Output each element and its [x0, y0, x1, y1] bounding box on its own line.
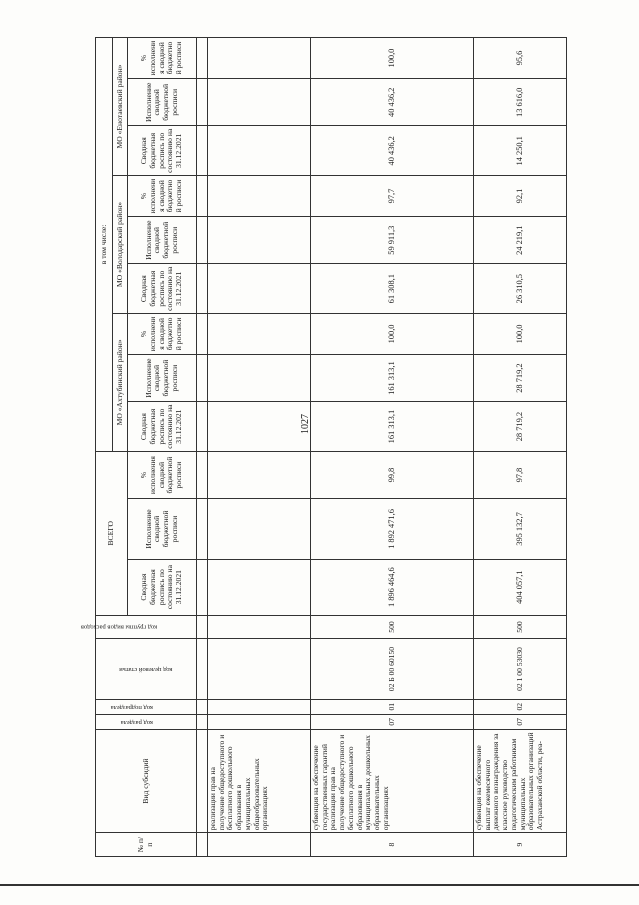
row-type: реализации прав на получение общедоступного и бесплатного дошкольного образования в муниципальных общеобразовательных организациях: [208, 729, 311, 832]
cell: [208, 79, 311, 126]
row-section: 07: [311, 714, 474, 729]
col-subsection-header: код подраздела: [96, 699, 197, 714]
sub-header-percent: % исполнения сводной бюджетной росписи: [128, 313, 197, 354]
sub-header-plan: Сводная бюджетная роспись по состоянию на 31.12.2021: [128, 402, 197, 452]
header-row-4: [197, 38, 208, 857]
col-group-header: код группы видов расходов: [96, 615, 197, 639]
volodarsky-plan: 26 310,5: [474, 264, 567, 314]
subsidy-table: [80, 37, 567, 857]
row-num: [208, 833, 311, 857]
sub-header-exec: Исполнение сводной бюджетной росписи: [128, 79, 197, 126]
vsego-percent: 99,8: [311, 451, 474, 498]
akhtubinsky-plan: 28 719,2: [474, 402, 567, 452]
sub-header-plan: Сводная бюджетная роспись по состоянию на 31.12.2021: [128, 559, 197, 615]
cell: [208, 176, 311, 217]
volodarsky-percent: 97,7: [311, 176, 474, 217]
row-type: субвенция на обеспечение государственных гарантий реализации прав на получение общедоступного и бесплатного дошкольного образования в муниципальных дошкольных образовательных организациях: [311, 729, 474, 832]
sub-header-percent: % исполнения сводной бюджетной росписи: [128, 38, 197, 79]
vsego-exec: 1 892 471,6: [311, 499, 474, 559]
akhtubinsky-percent: 100,0: [474, 313, 567, 354]
col-target-header: код целевой статьи: [96, 639, 197, 699]
akhtubinsky-exec: 161 313,1: [311, 354, 474, 401]
page-number: 1027: [300, 414, 311, 434]
akhtubinsky-plan: 161 313,1: [311, 402, 474, 452]
mo-enotaevsky-header: МО «Енотаевский район»: [113, 38, 128, 176]
row-group: 500: [474, 615, 567, 639]
row-type: субвенция на обеспечение выплат ежемесячного денежного вознаграждения за классное руководство педагогическим работникам муниципальных образовательных организаций Астраханской области, реа-: [474, 729, 567, 832]
vsego-exec: 395 132,7: [474, 499, 567, 559]
table-row: [311, 38, 474, 857]
header-row-1: [96, 38, 113, 857]
akhtubinsky-exec: 28 719,2: [474, 354, 567, 401]
cell: [208, 402, 311, 452]
cell: [208, 313, 311, 354]
sub-header-percent: % исполнения сводной бюджетной росписи: [128, 176, 197, 217]
row-subsection: 02: [474, 699, 567, 714]
akhtubinsky-percent: 100,0: [311, 313, 474, 354]
cell: [208, 38, 311, 79]
row-section: [208, 714, 311, 729]
volodarsky-exec: 59 911,3: [311, 217, 474, 264]
in-total-header: в том числе:: [96, 38, 113, 452]
row-target: 02 1 00 53030: [474, 639, 567, 699]
cell: [208, 451, 311, 498]
rotated-table-wrapper: [80, 37, 545, 857]
row-target: [208, 639, 311, 699]
table-row: [474, 38, 567, 857]
row-group: 500: [311, 615, 474, 639]
sub-header-plan: Сводная бюджетная роспись по состоянию на 31.12.2021: [128, 264, 197, 314]
cell: [208, 499, 311, 559]
vsego-percent: 97,8: [474, 451, 567, 498]
row-num: 9: [474, 833, 567, 857]
col-type-header: Вид субсидий: [96, 729, 197, 832]
enotaevsky-percent: 95,6: [474, 38, 567, 79]
cell: [208, 354, 311, 401]
sub-header-exec: Исполнение сводной бюджетной росписи: [128, 354, 197, 401]
row-num: 8: [311, 833, 474, 857]
cell: [208, 559, 311, 615]
vsego-plan: 404 057,1: [474, 559, 567, 615]
row-section: 07: [474, 714, 567, 729]
volodarsky-percent: 92,1: [474, 176, 567, 217]
mo-volodarsky-header: МО «Володарский район»: [113, 176, 128, 314]
row-target: 02 Б 00 60150: [311, 639, 474, 699]
cell: [208, 264, 311, 314]
col-section-header: код раздела: [96, 714, 197, 729]
col-vsego-header: ВСЕГО: [96, 451, 128, 615]
sub-header-exec: Исполнение сводной бюджетной росписи: [128, 217, 197, 264]
vsego-plan: 1 896 464,6: [311, 559, 474, 615]
sub-header-exec: Исполнение сводной бюджетной росписи: [128, 499, 197, 559]
sub-header-plan: Сводная бюджетная роспись по состоянию на 31.12.2021: [128, 126, 197, 176]
cell: [208, 126, 311, 176]
col-num-header: № п/п: [96, 833, 197, 857]
row-subsection: [208, 699, 311, 714]
enotaevsky-exec: 13 616,0: [474, 79, 567, 126]
enotaevsky-plan: 14 250,1: [474, 126, 567, 176]
volodarsky-plan: 61 308,1: [311, 264, 474, 314]
volodarsky-exec: 24 219,1: [474, 217, 567, 264]
table-row: [208, 38, 311, 857]
enotaevsky-percent: 100,0: [311, 38, 474, 79]
mo-akhtubinsky-header: МО «Ахтубинский район»: [113, 313, 128, 451]
enotaevsky-plan: 40 436,2: [311, 126, 474, 176]
enotaevsky-exec: 40 436,2: [311, 79, 474, 126]
sub-header-percent: % исполнения сводной бюджетной росписи: [128, 451, 197, 498]
row-subsection: 01: [311, 699, 474, 714]
page-bottom-rule: [0, 884, 639, 886]
cell: [208, 217, 311, 264]
row-group: [208, 615, 311, 639]
